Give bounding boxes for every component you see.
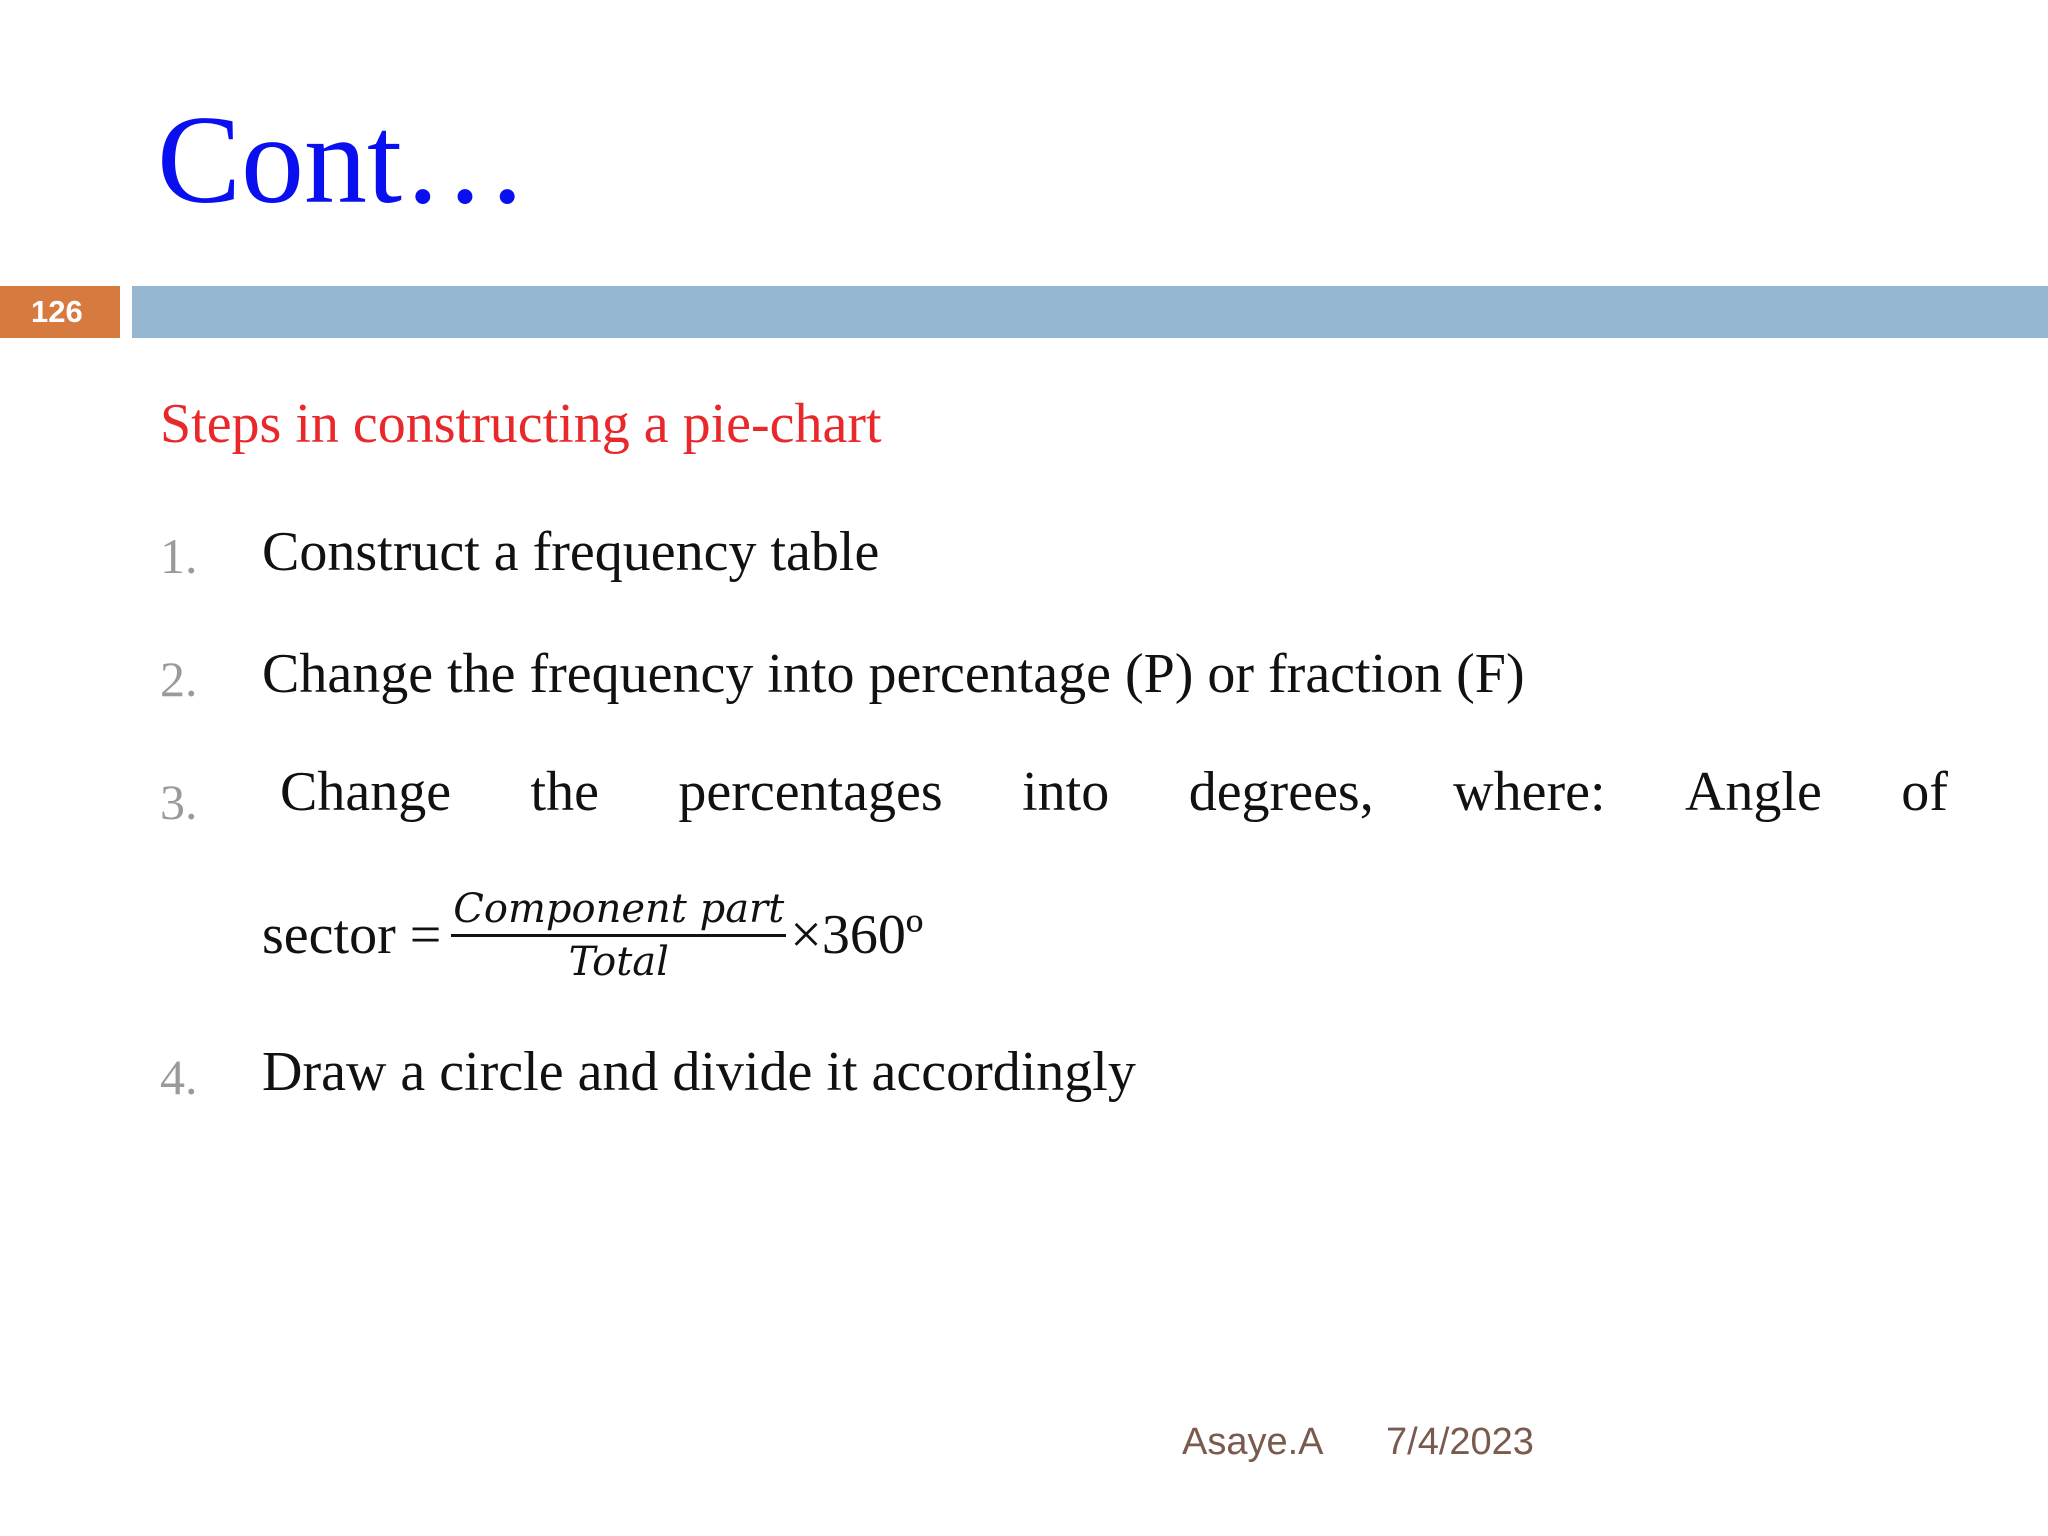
step-3-word: degrees,: [1188, 761, 1374, 823]
footer-date: 7/4/2023: [1386, 1421, 1534, 1463]
title-divider-bar: [132, 286, 2048, 338]
step-3-text: [280, 761, 1948, 823]
step-4-number: 4.: [160, 1049, 198, 1105]
step-2-number: 2.: [160, 651, 198, 707]
page-number-badge: 126: [0, 286, 120, 338]
formula-numerator: Component part: [453, 885, 785, 932]
formula-lhs: sector =: [262, 904, 442, 966]
step-3-word: where:: [1453, 761, 1606, 823]
formula-denominator: Total: [568, 938, 669, 985]
section-heading: Steps in constructing a pie-chart: [160, 393, 882, 455]
formula-multiplier: ×360º: [790, 904, 924, 966]
step-3-number: 3.: [160, 774, 198, 830]
footer-author: Asaye.A: [1182, 1421, 1324, 1463]
slide-title: Cont…: [157, 91, 529, 230]
step-1-number: 1.: [160, 528, 198, 584]
step-3-word: Angle: [1684, 761, 1822, 823]
step-3-word: Change: [280, 761, 452, 823]
angle-formula: [262, 880, 923, 990]
fraction-bar: [451, 934, 786, 937]
step-3-word: into: [1022, 761, 1110, 823]
step-1-text: Construct a frequency table: [262, 521, 880, 583]
step-3-word: percentages: [678, 761, 943, 823]
step-3-word: of: [1901, 761, 1948, 823]
step-4-text: Draw a circle and divide it accordingly: [262, 1041, 1136, 1103]
step-2-text: Change the frequency into percentage (P) or fraction (F): [262, 643, 1525, 705]
step-3-word: the: [530, 761, 599, 823]
formula-fraction: [451, 886, 786, 985]
